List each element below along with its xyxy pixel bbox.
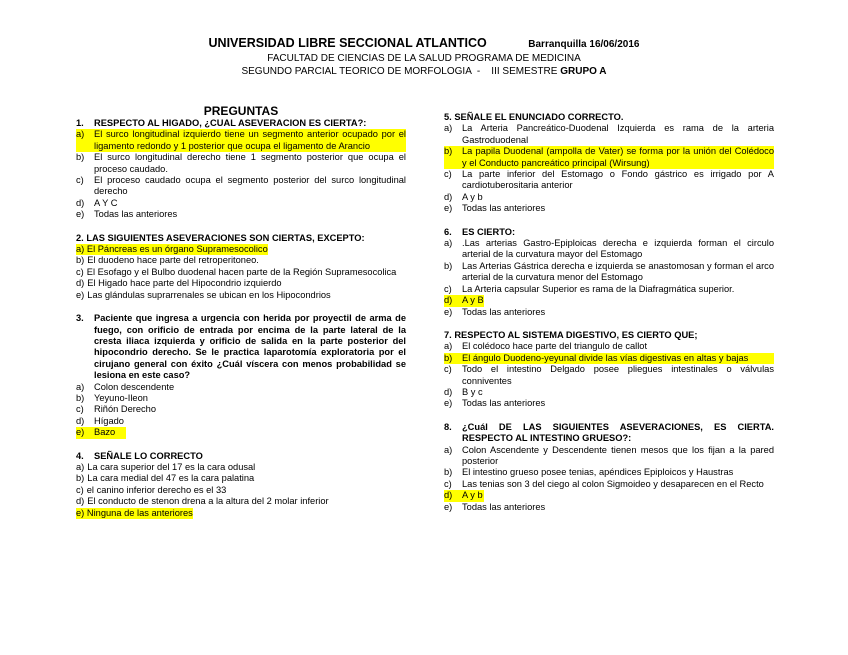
- question-text: ES CIERTO:: [462, 226, 516, 237]
- option-letter: d): [76, 415, 85, 426]
- option-c: [76, 267, 406, 278]
- question-number: 4.: [76, 450, 84, 461]
- option-b: [444, 353, 774, 364]
- option-letter: c): [76, 266, 84, 277]
- question-3: [76, 313, 406, 438]
- option-letter: c): [76, 404, 84, 415]
- option-text: La cara superior del 17 es la cara odusal: [87, 461, 256, 472]
- option-letter: e): [444, 203, 453, 214]
- option-text: el canino inferior derecho es el 33: [86, 484, 227, 495]
- option-letter: a): [444, 123, 453, 134]
- option-letter: a): [444, 238, 453, 249]
- question-2: [76, 233, 406, 301]
- option-e: [444, 307, 774, 318]
- option-b: [444, 146, 774, 169]
- option-text: El colédoco hace parte del triangulo de callot: [462, 341, 648, 352]
- option-text: Hígado: [94, 415, 124, 426]
- option-text: Todo el intestino Delgado posee pliegues intestinales o válvulas conniventes: [462, 364, 774, 386]
- option-letter: b): [444, 467, 453, 478]
- question-text: 5. SEÑALE EL ENUNCIADO CORRECTO.: [444, 112, 624, 122]
- option-a: [444, 445, 774, 468]
- option-highlight: [444, 295, 484, 306]
- option-letter: e): [76, 507, 85, 518]
- option-text: Colon Ascendente y Descendente tienen mesos que los fijan a la pared posterior: [462, 444, 774, 466]
- question-1-title: [76, 118, 406, 129]
- question-8: [444, 422, 774, 513]
- option-letter: b): [444, 260, 453, 271]
- university-title: UNIVERSIDAD LIBRE SECCIONAL ATLANTICO: [208, 36, 487, 50]
- option-c: [76, 485, 406, 496]
- option-text: Todas las anteriores: [462, 203, 546, 214]
- option-letter: e): [76, 289, 85, 300]
- question-7-title: [444, 330, 774, 341]
- option-c: [76, 404, 406, 415]
- option-b: [76, 255, 406, 266]
- option-highlight: [444, 490, 484, 501]
- option-text: Yeyuno-Ileon: [94, 392, 148, 403]
- option-b: [76, 393, 406, 404]
- option-text: Colon descendente: [94, 381, 175, 392]
- option-letter: c): [444, 364, 452, 375]
- option-text: El proceso caudado ocupa el segmento posterior del surco longitudinal derecho: [94, 175, 406, 197]
- option-letter: b): [444, 146, 462, 169]
- option-a: [444, 123, 774, 146]
- option-e: [444, 203, 774, 214]
- option-text: A y b: [462, 191, 483, 202]
- option-e: [444, 502, 774, 513]
- option-text: Todas las anteriores: [94, 209, 178, 220]
- option-letter: a): [444, 444, 453, 455]
- option-text: El surco longitudinal izquierdo tiene un segmento anterior ocupado por el ligamento redondo y 1 posterior que ocupa el ligamento de Arancio: [94, 129, 406, 151]
- option-text: A y B: [462, 295, 484, 306]
- option-text: El conducto de stenon drena a la altura del 2 molar inferior: [87, 496, 329, 507]
- option-text: La Arteria capsular Superior es rama de la Diafragmática superior.: [462, 283, 735, 294]
- option-d: [444, 295, 774, 306]
- option-text: A Y C: [94, 197, 118, 208]
- option-letter: c): [76, 175, 84, 186]
- question-number: 6.: [444, 226, 452, 237]
- option-highlight: [76, 427, 126, 438]
- question-8-title: [444, 422, 774, 445]
- question-text: ¿Cuál DE LAS SIGUIENTES ASEVERACIONES, ES CIERTA. RESPECTO AL INTESTINO GRUESO?:: [462, 421, 774, 444]
- question-text: 7. RESPECTO AL SISTEMA DIGESTIVO, ES CIERTO QUE;: [444, 329, 698, 340]
- option-d: [76, 416, 406, 427]
- question-number: 3.: [76, 313, 84, 324]
- option-text: El intestino grueso posee tenias, apéndices Epiploicos y Haustras: [462, 467, 734, 478]
- option-b: [444, 467, 774, 478]
- option-letter: c): [444, 478, 452, 489]
- option-text: El surco longitudinal derecho tiene 1 segmento posterior que ocupa el proceso caudado.: [94, 152, 406, 174]
- option-a: [444, 238, 774, 261]
- option-text: Bazo: [94, 427, 116, 438]
- option-text: La parte inferior del Estomago o Fondo gástrico es irrigado por A cardiotuberositaria anterior: [462, 169, 774, 191]
- exam-date: Barranquilla 16/06/2016: [528, 39, 640, 50]
- option-letter: a): [76, 461, 85, 472]
- question-number: 8.: [444, 421, 452, 432]
- option-e: [76, 508, 406, 519]
- option-text: La Arteria Pancreático-Duodenal Izquierda es rama de la arteria Gastroduodenal: [462, 123, 774, 145]
- question-4-title: [76, 451, 406, 462]
- option-letter: e): [76, 427, 85, 438]
- question-4: [76, 451, 406, 519]
- question-2-title: [76, 233, 406, 244]
- question-6: [444, 227, 774, 318]
- option-letter: b): [444, 353, 462, 364]
- question-text: Paciente que ingresa a urgencia con herida por proyectil de arma de fuego, con orificio de entrada por encima de la parte lateral de la cresta iliaca izquierda y orificio de salida en la parte posterior del hipocondrio derecho. Se le practica laparotomía exploratoria por el cirujano general con éxito ¿Cuál víscera con menos probabilidad se lesiona en este caso?: [94, 313, 406, 381]
- option-letter: c): [76, 484, 84, 495]
- option-text: El ángulo Duodeno-yeyunal divide las vías digestivas en altas y bajas: [462, 353, 774, 364]
- option-letter: a): [76, 244, 85, 255]
- question-text: SEÑALE LO CORRECTO: [94, 450, 203, 461]
- option-letter: d): [444, 191, 453, 202]
- question-7: [444, 330, 774, 410]
- option-letter: b): [76, 392, 85, 403]
- option-text: Todas las anteriores: [462, 501, 546, 512]
- question-6-title: [444, 227, 774, 238]
- option-text: Todas las anteriores: [462, 306, 546, 317]
- option-letter: d): [76, 496, 85, 507]
- option-letter: a): [444, 341, 453, 352]
- option-text: Las glándulas suprarrenales se ubican en los Hipocondrios: [87, 289, 331, 300]
- option-d: [76, 278, 406, 289]
- option-a: [76, 462, 406, 473]
- option-a: [444, 341, 774, 352]
- option-letter: a): [76, 129, 94, 152]
- option-letter: b): [76, 152, 85, 163]
- option-text: Todas las anteriores: [462, 398, 546, 409]
- option-d: [444, 387, 774, 398]
- option-c: [444, 169, 774, 192]
- option-text: .Las arterias Gastro-Epiploicas derecha e izquierda forman el circulo arterial de la curvatura mayor del Estomago: [462, 238, 774, 260]
- option-text: Ninguna de las anteriores: [86, 507, 193, 518]
- option-e: [76, 209, 406, 220]
- option-a: [76, 129, 406, 152]
- option-e: [444, 398, 774, 409]
- option-letter: c): [444, 283, 452, 294]
- option-letter: d): [76, 197, 85, 208]
- option-letter: e): [76, 209, 85, 220]
- option-b: [76, 473, 406, 484]
- option-c: [444, 364, 774, 387]
- option-letter: a): [76, 381, 85, 392]
- option-d: [76, 496, 406, 507]
- option-letter: d): [444, 490, 453, 501]
- header-line-1: [0, 36, 848, 52]
- option-text: El duodeno hace parte del retroperitoneo.: [87, 255, 259, 266]
- question-text: 2. LAS SIGUIENTES ASEVERACIONES SON CIERTAS, EXCEPTO:: [76, 232, 365, 243]
- question-number: 1.: [76, 118, 84, 128]
- option-a: [76, 382, 406, 393]
- left-column: [76, 104, 406, 531]
- option-a: [76, 244, 406, 255]
- option-highlight: [76, 508, 193, 519]
- exam-line: [0, 65, 848, 78]
- option-e: [76, 427, 406, 438]
- exam-name: SEGUNDO PARCIAL TEORICO DE MORFOLOGIA - III SEMESTRE: [241, 66, 558, 77]
- option-c: [444, 284, 774, 295]
- option-text: El Higado hace parte del Hipocondrio izquierdo: [87, 278, 282, 289]
- question-5: [444, 112, 774, 215]
- option-letter: d): [76, 278, 85, 289]
- question-text: RESPECTO AL HIGADO, ¿CUAL ASEVERACION ES CIERTA?:: [94, 118, 367, 128]
- option-letter: c): [444, 169, 452, 180]
- option-text: La papila Duodenal (ampolla de Vater) se forma por la unión del Colédoco y el Conducto pancreático principal (Wirsung): [462, 146, 774, 168]
- option-c: [444, 479, 774, 490]
- option-text: Las tenias son 3 del ciego al colon Sigmoideo y desaparecen en el Recto: [462, 478, 764, 489]
- section-title: PREGUNTAS: [203, 104, 279, 118]
- option-b: [444, 261, 774, 284]
- option-letter: e): [444, 398, 453, 409]
- option-letter: d): [444, 386, 453, 397]
- question-5-title: [444, 112, 774, 123]
- option-letter: b): [76, 473, 85, 484]
- option-e: [76, 290, 406, 301]
- question-3-title: [76, 313, 406, 381]
- option-highlight: [76, 244, 268, 255]
- option-letter: b): [76, 255, 85, 266]
- right-column: [444, 112, 774, 525]
- option-letter: e): [444, 501, 453, 512]
- option-text: B y c: [462, 386, 483, 397]
- option-text: A y b: [462, 490, 483, 501]
- faculty-line: FACULTAD DE CIENCIAS DE LA SALUD PROGRAMA DE MEDICINA: [267, 53, 581, 64]
- option-d: [76, 198, 406, 209]
- option-text: El Páncreas es un órgano Supramesocolico: [86, 244, 268, 255]
- option-letter: d): [444, 295, 453, 306]
- option-b: [76, 152, 406, 175]
- group-label: GRUPO A: [560, 66, 607, 77]
- document-header: [0, 36, 848, 78]
- option-c: [76, 175, 406, 198]
- question-1: [76, 118, 406, 221]
- option-d: [444, 490, 774, 501]
- option-text: Las Arterias Gástrica derecha e izquierda se anastomosan y forman el arco arterial de la curvatura menor del Estomago: [462, 260, 774, 283]
- option-text: El Esofago y el Bulbo duodenal hacen parte de la Región Supramesocolica: [86, 266, 397, 277]
- option-d: [444, 192, 774, 203]
- option-text: La cara medial del 47 es la cara palatina: [87, 473, 255, 484]
- option-letter: e): [444, 306, 453, 317]
- option-text: Riñón Derecho: [94, 404, 157, 415]
